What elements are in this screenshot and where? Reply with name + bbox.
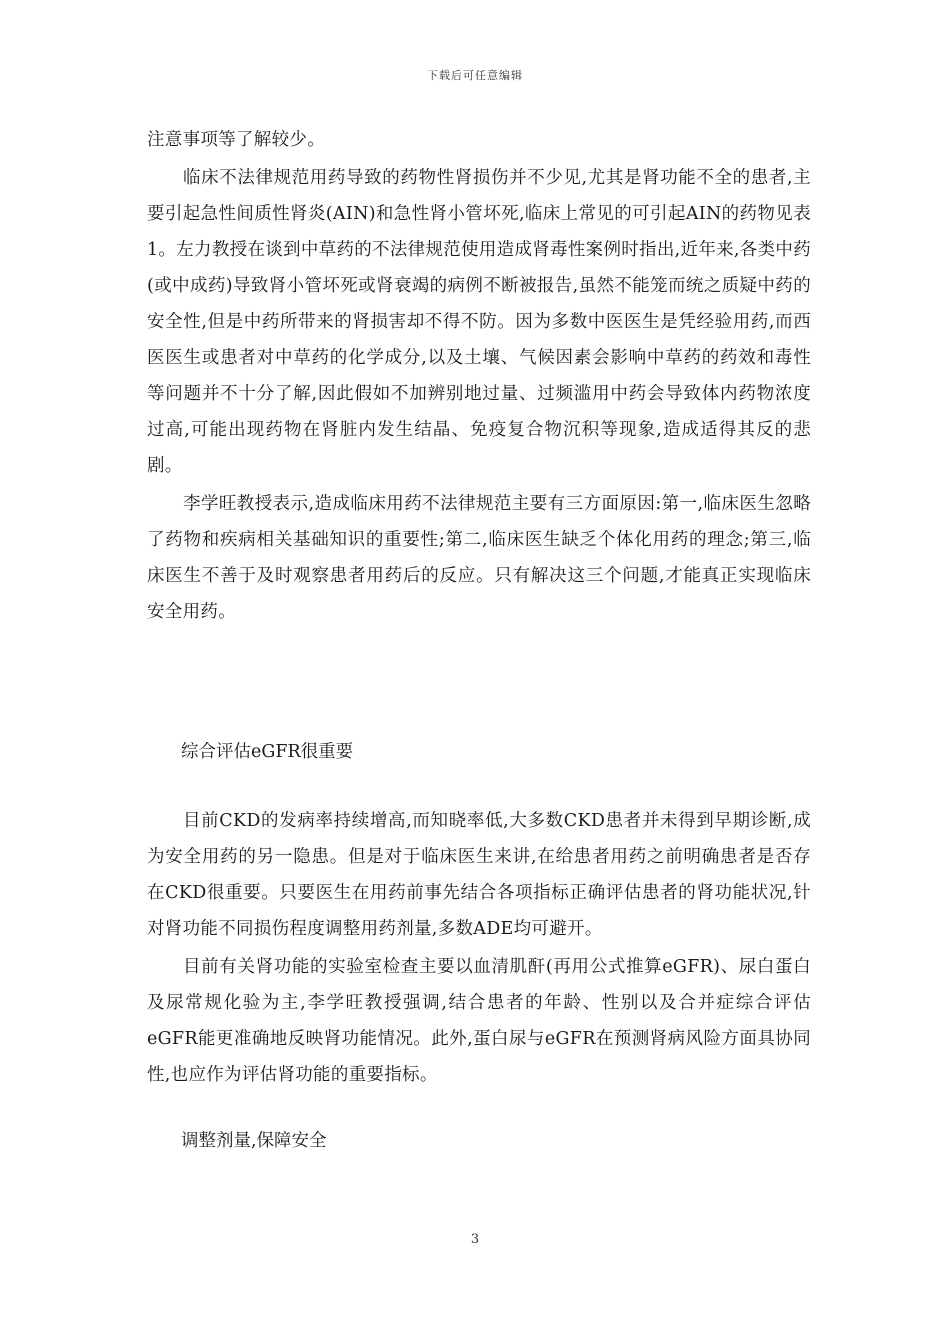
paragraph-lab-tests: 目前有关肾功能的实验室检查主要以血清肌酐(再用公式推算eGFR)、尿白蛋白及尿常规化验为主,李学旺教授强调,结合患者的年龄、性别以及合并症综合评估eGFR能更准确地反映肾功能情况。此外,蛋白尿与eGFR在预测肾病风险方面具协同性,也应作为评估肾功能的重要指标。 xyxy=(147,957,811,1085)
page-number: 3 xyxy=(470,1232,480,1247)
paragraph-drug-induced-kidney-injury: 临床不法律规范用药导致的药物性肾损伤并不少见,尤其是肾功能不全的患者,主要引起急性间质性肾炎(AIN)和急性肾小管坏死,临床上常见的可引起AIN的药物见表1。左力教授在谈到中草药的不法律规范使用造成肾毒性案例时指出,近年来,各类中药(或中成药)导致肾小管坏死或肾衰竭的病例不断被报告,虽然不能笼而统之质疑中药的安全性,但是中药所带来的肾损害却不得不防。因为多数中医医生是凭经验用药,而西医医生或患者对中草药的化学成分,以及土壤、气候因素会影响中草药的药效和毒性等问题并不十分了解,因此假如不加辨别地过量、过频滥用中药会导致体内药物浓度过高,可能出现药物在肾脏内发生结晶、免疫复合物沉积等现象,造成适得其反的悲剧。 xyxy=(147,168,811,476)
paragraph-ckd-incidence: 目前CKD的发病率持续增高,而知晓率低,大多数CKD患者并未得到早期诊断,成为安全用药的另一隐患。但是对于临床医生来讲,在给患者用药之前明确患者是否存在CKD很重要。只要医生在用药前事先结合各项指标正确评估患者的肾功能状况,针对肾功能不同损伤程度调整用药剂量,多数ADE均可避开。 xyxy=(147,811,811,939)
section-heading-egfr: 综合评估eGFR很重要 xyxy=(181,742,354,762)
section-heading-dosage: 调整剂量,保障安全 xyxy=(181,1131,327,1151)
document-body xyxy=(147,122,811,1159)
paragraph-continuation: 注意事项等了解较少。 xyxy=(147,130,325,150)
page-header: 下载后可任意编辑 xyxy=(427,69,523,82)
paragraph-three-reasons: 李学旺教授表示,造成临床用药不法律规范主要有三方面原因:第一,临床医生忽略了药物和疾病相关基础知识的重要性;第二,临床医生缺乏个体化用药的理念;第三,临床医生不善于及时观察患者用药后的反应。只有解决这三个问题,才能真正实现临床安全用药。 xyxy=(147,494,811,622)
